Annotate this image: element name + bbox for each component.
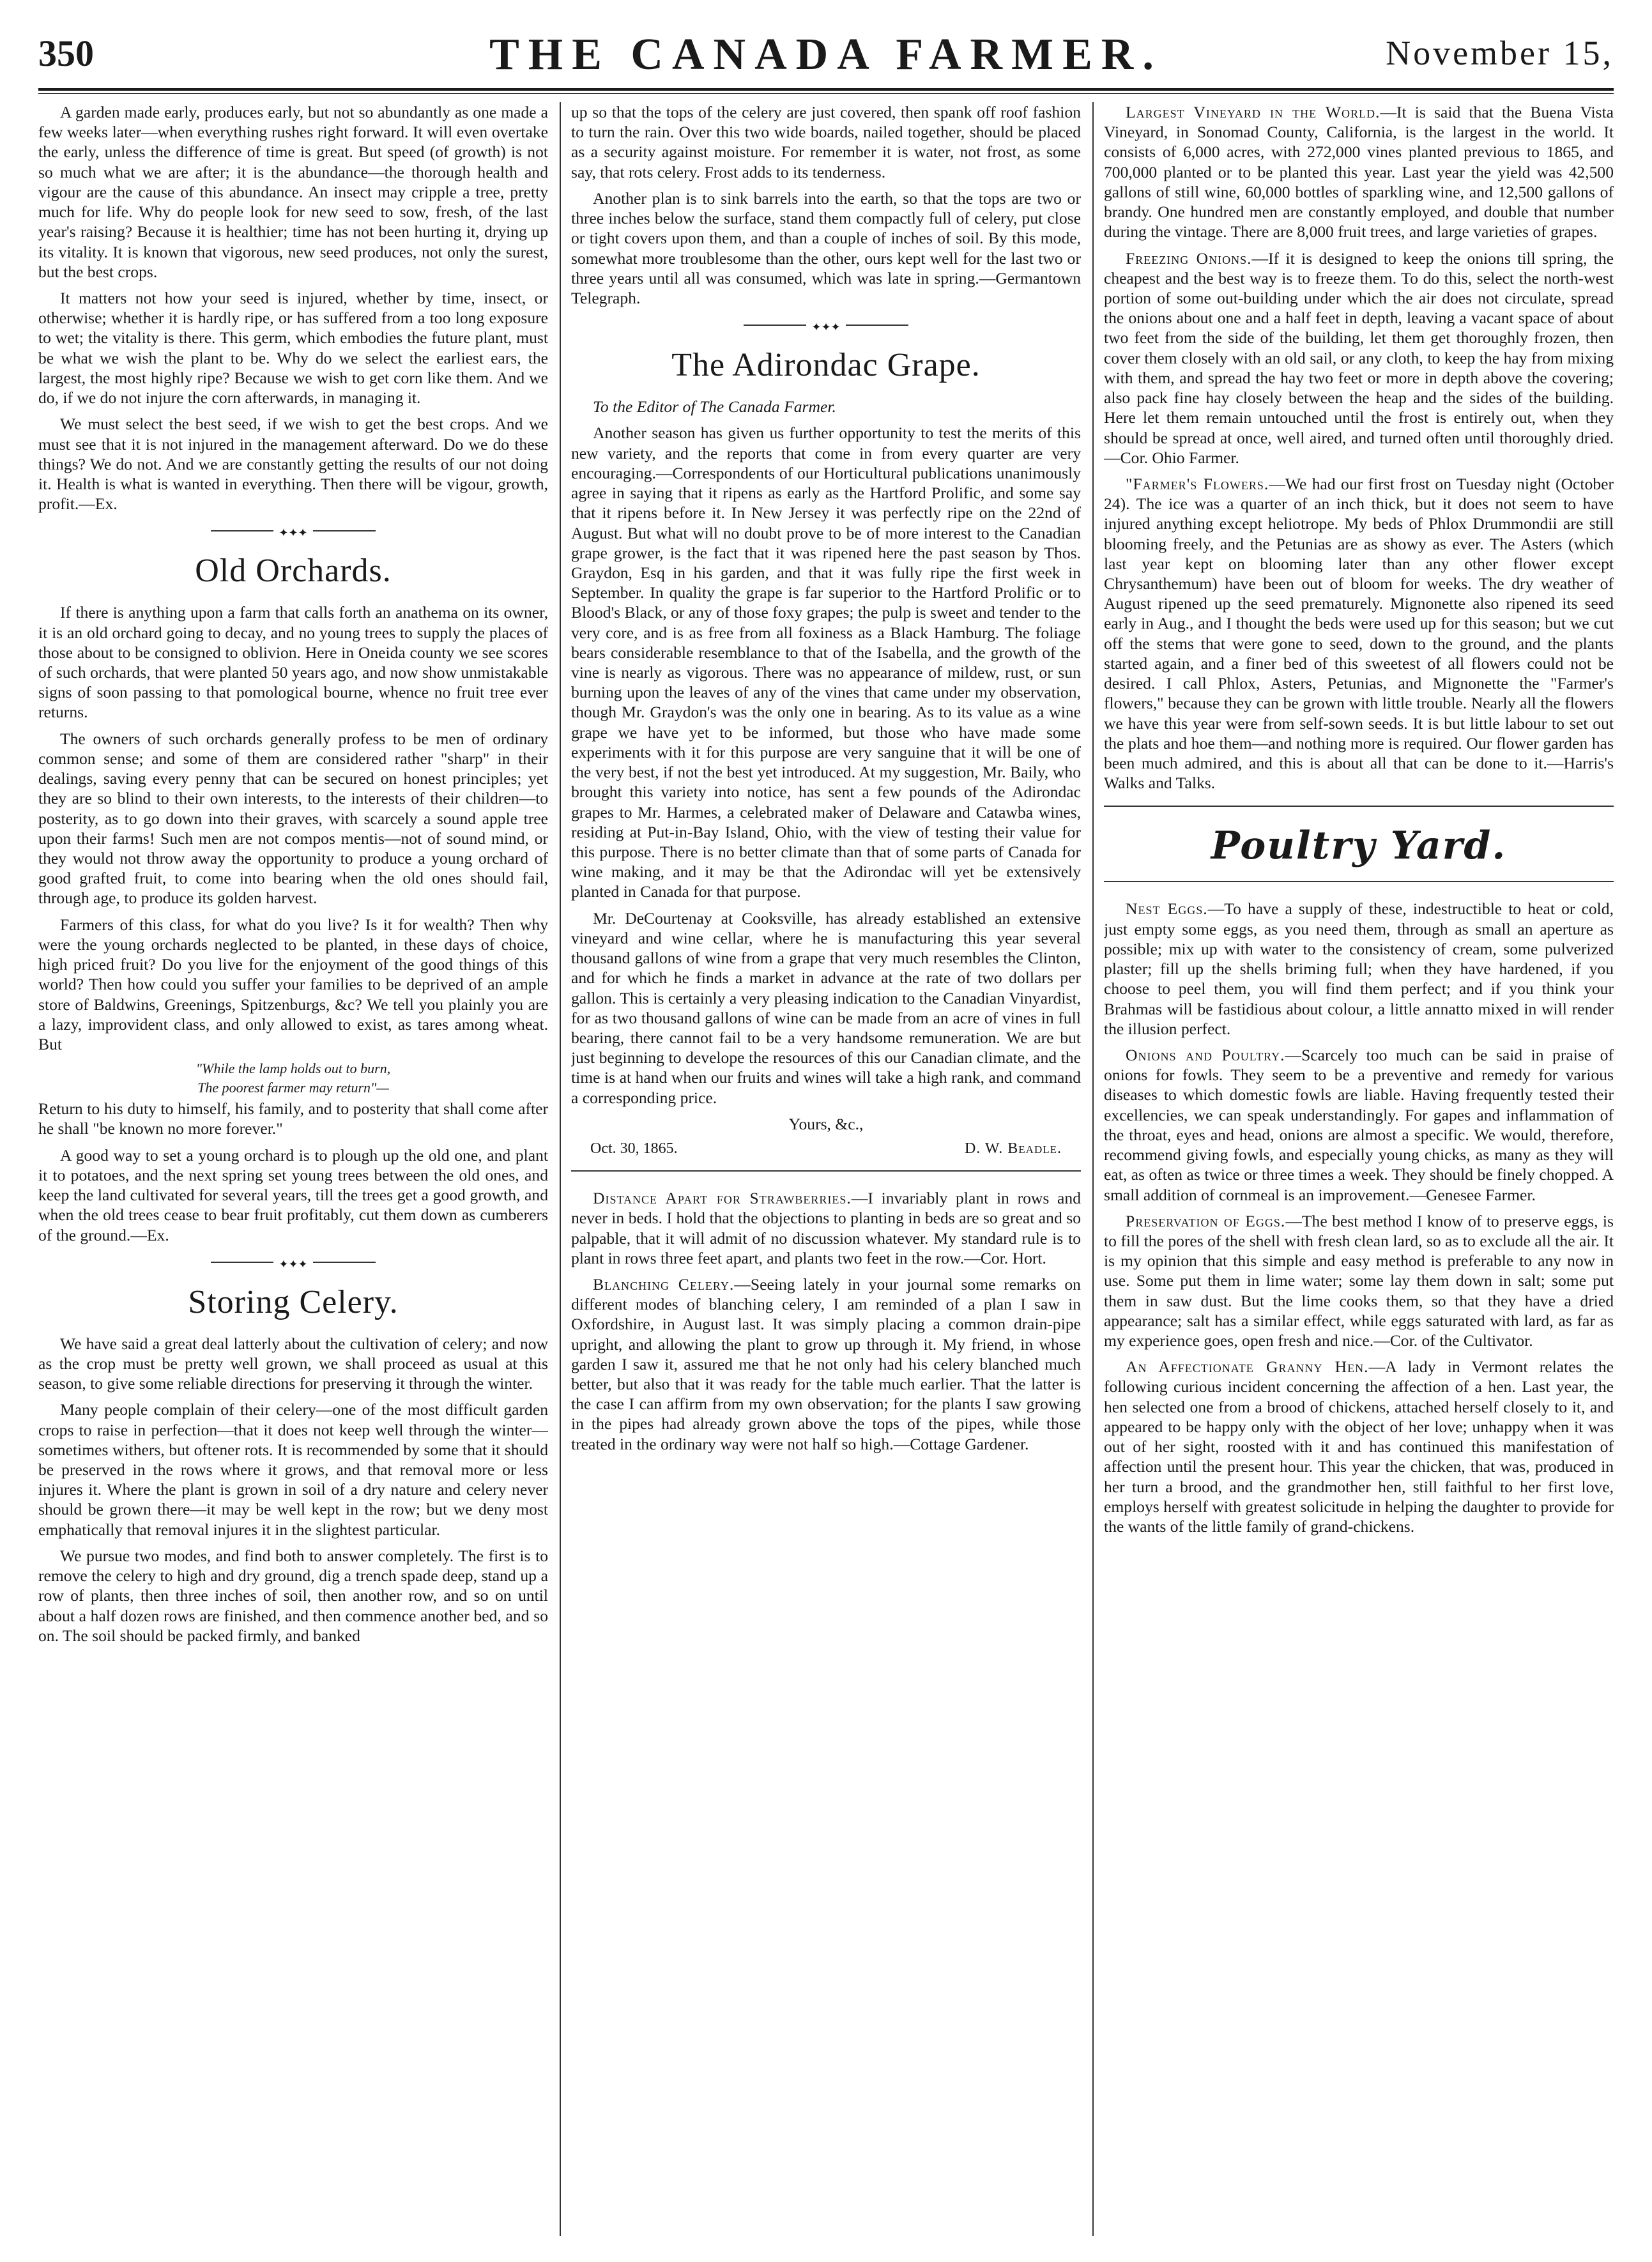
paragraph: Another season has given us further opportunity to test the merits of this new variety, and the reports that come in from every quarter are very encouraging.—Correspondents of our Horticultural publications unanimously agree in saying that it ripens as early as the Hartford Prolific, and some say that it ripens before it. In New Jersey it was perfectly ripe on the 22nd of August. But what will no doubt prove to be of more interest to the Canadian grape grower, is the fact that it was ripened here the past season by Thos. Graydon, Esq in his garden, and that it was fully ripe the first week in September. In quality the grape is far superior to the Hartford Prolific or to Blood's Black, or any of those foxy grapes; the pulp is sweet and tender to the very core, and is as free from all foxiness as a Black Hamburg. The foliage bears considerable resemblance to that of the Isabella, and the growth of the vine is nearly as vigorous. There was no appearance of mildew, rust, or sun burning upon the leaves of any of the vines that came under my observation, though Mr. Graydon's was the only one in bearing. As to its value as a wine grape we have yet to be informed, but those who have made some experiments with it for this purpose are very sanguine that it will be one of the very best, if not the best yet introduced. At my suggestion, Mr. Baily, who brought this variety into notice, has sent a few pounds of the Adirondac grapes to Mr. Harmes, a celebrated maker of Delaware and Catawba wines, residing at Put-in-Bay Island, Ohio, with the view of testing their value for this purpose. There is no better climate than that of some parts of Canada for wine making, and it may be that the Adirondac will yet be extensively planted in Canada for that purpose. bbox=[571, 424, 1081, 901]
newspaper-page bbox=[38, 26, 1614, 2236]
divider bbox=[571, 1170, 1081, 1172]
columns bbox=[38, 102, 1614, 2236]
divider bbox=[1104, 806, 1614, 807]
paragraph: Nest Eggs.—To have a supply of these, indestructible to heat or cold, just empty some eggs, as you need them, through as small an aperture as possible; mix up with water to the consistency of cream, some pulverized plaster; fill up the shells briming full; when they have hardened, if you choose to peel them, you will find them perfect; and if you think your Brahmas will be fastidious about colour, a little annatto mixed in will render the illusion perfect. bbox=[1104, 899, 1614, 1038]
paragraph: If there is anything upon a farm that calls forth an anathema on its owner, it is an old orchard going to decay, and no young trees to supply the places of those about to be consigned to oblivion. Here in Oneida county we see scores of such orchards, that were planted 50 years ago, and now show unmistakable signs of soon passing to that pomological bourne, whence no fruit tree ever returns. bbox=[38, 603, 548, 722]
column-divider bbox=[1092, 102, 1094, 2236]
salutation: To the Editor of The Canada Farmer. bbox=[593, 397, 836, 416]
paragraph: Another plan is to sink barrels into the earth, so that the tops are two or three inches below the surface, stand them compactly full of celery, put close or tight covers upon them, and than a couple of inches of soil. By this mode, somewhat more troublesome than the other, ours kept well for the last two or three years until all was consumed, which was late in spring.—Germantown Telegraph. bbox=[571, 188, 1081, 307]
heading-storing-celery: Storing Celery. bbox=[188, 1283, 399, 1320]
run-in-heading: Preservation of Eggs. bbox=[1126, 1211, 1286, 1230]
masthead-rule-thin bbox=[38, 93, 1614, 94]
paragraph: We have said a great deal latterly about the cultivation of celery; and now as the crop must be pretty well grown, we shall proceed as usual at this season, to give some reliable directions for preserving it through the winter. bbox=[38, 1334, 548, 1393]
page-number: 350 bbox=[38, 33, 94, 74]
letter-author: D. W. Beadle. bbox=[964, 1140, 1062, 1158]
paragraph: Blanching Celery.—Seeing lately in your journal some remarks on different modes of blanching celery, I am reminded of a plan I saw in Oxfordshire, in August last. It was simply placing a common drain-pipe upright, and allowing the plant to grow up through it. My friend, in whose garden I saw it, assured me that he not only had his celery blanched much better, but also that it was ready for the table much earlier. That the latter is the case I can affirm from my own observation; for the plants I saw growing in the pipes had already grown above the tops of the pipes, while those treated in the ordinary way were not half so high.—Cottage Gardener. bbox=[571, 1274, 1081, 1453]
run-in-heading: Onions and Poultry. bbox=[1126, 1045, 1285, 1064]
column-divider bbox=[560, 102, 561, 2236]
divider bbox=[1104, 881, 1614, 882]
paragraph: Distance Apart for Strawberries.—I invariably plant in rows and never in beds. I hold that the objections to planting in beds are so great and so palpable, that it will admit of no discussion whatever. My standard rule is to plant in rows three feet apart, and plants two feet in the row.—Cor. Hort. bbox=[571, 1189, 1081, 1267]
paragraph: Farmers of this class, for what do you live? Is it for wealth? Then why were the young orchards neglected to be planted, in these days of choice, high priced fruit? Do you live for the enjoyment of the good things of this world? Then how could you suffer your families to be deprived of an ample store of Baldwins, Greenings, Spitzenburgs, &c? We tell you plainly you are a lazy, improvident class, and only allowed to exist, as tares among wheat. But bbox=[38, 915, 548, 1053]
paragraph: up so that the tops of the celery are just covered, then spank off roof fashion to turn the rain. Over this two wide boards, nailed together, should be placed as a security against moisture. For remember it is water, not frost, as some say, that rots celery. Frost adds to its tenderness. bbox=[571, 103, 1081, 181]
issue-date: November 15, bbox=[1386, 34, 1614, 72]
paragraph: Onions and Poultry.—Scarcely too much can be said in praise of onions for fowls. They seem to be a preventive and remedy for various diseases to which domestic fowls are liable. Having frequently tested their excellencies, we can speak understandingly. For gapes and inflammation of the throat, eyes and head, onions are almost a specific. We would, therefore, recommend giving fowls, and especially young chicks, as many as they will eat, as often as twice or three times a week. They should be finely chopped. A small addition of cornmeal is an improvement.—Genesee Farmer. bbox=[1104, 1045, 1614, 1204]
heading-adirondac-grape: The Adirondac Grape. bbox=[671, 347, 981, 384]
run-in-heading: Largest Vineyard in the World. bbox=[1126, 103, 1380, 121]
paragraph: We must select the best seed, if we wish to get the best crops. And we must see that it is not injured in the management afterward. Do we do these things? We do not. And we are constantly getting the results of our not doing it. Health is what is wanted in everything. Then there will be vigour, growth, profit.—Ex. bbox=[38, 415, 548, 514]
verse-line: "While the lamp holds out to burn, bbox=[195, 1060, 391, 1077]
signature-line bbox=[571, 1140, 1081, 1158]
paragraph: Many people complain of their celery—one of the most difficult garden crops to raise in perfection—that it does not keep well through the winter—sometimes withers, but oftener rots. It is recommended by some that it should be preserved in the rows where it grows, and that removal more or less injures it. Where the plant is grown in soil of a dry nature and celery never should be grown there—it may be well kept in the row; but we deny most emphatically that removal injures it in the slightest particular. bbox=[38, 1400, 548, 1539]
paragraph: "Farmer's Flowers.—We had our first frost on Tuesday night (October 24). The ice was a quarter of an inch thick, but it does not seem to have injured anything except heliotrope. My beds of Phlox Drummondii are still blooming freely, and the Petunias are as showy as ever. The Asters (which last year kept on blooming later than any other flower except Chrysanthemum) have been out of bloom for weeks. The dry weather of August ripened up the seed prematurely. Mignonette also ripened its seed early in Aug., and I thought the beds were used up for this season; but we cut off the stems that were gone to seed, down to the ground, and the plants started again, and a finer bed of this sweetest of all flowers could not be desired. I call Phlox, Asters, Petunias, and Mignonette the "Farmer's flowers," because they can be grown with little trouble. Nearly all the flowers we have this year were from self-sown seeds. It is but little labour to set out the plats and hoe them—and nothing more is required. Our flower garden has been much admired, and this is about all that can be done to it.—Harris's Walks and Talks. bbox=[1104, 474, 1614, 793]
run-in-heading: Nest Eggs. bbox=[1126, 899, 1208, 919]
section-ornament: ✦✦✦ bbox=[38, 526, 548, 535]
column-1 bbox=[38, 102, 548, 2236]
heading-poultry-yard: Poultry Yard. bbox=[1211, 823, 1507, 869]
paragraph: Return to his duty to himself, his family, and to posterity that shall come after he shall "be known no more forever." bbox=[38, 1099, 548, 1138]
run-in-heading: An Affectionate Granny Hen. bbox=[1126, 1357, 1369, 1377]
section-ornament: ✦✦✦ bbox=[571, 321, 1081, 330]
paragraph: A good way to set a young orchard is to plough up the old one, and plant it to potatoes, and the next spring set young trees between the old ones, and keep the land cultivated for several years, till the trees get a good growth, and when the old trees cease to bear fruit profitably, cut them down as cumberers of the ground.—Ex. bbox=[38, 1145, 548, 1244]
verse-line: The poorest farmer may return"— bbox=[197, 1080, 389, 1096]
paragraph: An Affectionate Granny Hen.—A lady in Vermont relates the following curious incident concerning the affection of a hen. Last year, the hen selected one from a brood of chickens, attached herself closely to it, and appeared to be happy only with the object of her love; unhappy when it was out of her sight, roosted with it and has continued this manifestation of affection until the present hour. This year the chicken, that was, produced in her turn a brood, and the grandmother hen, still faithful to her first love, employs herself with greatest solicitude in helping the daughter to provide for the wants of the little family of grand-chickens. bbox=[1104, 1357, 1614, 1536]
masthead bbox=[38, 26, 1614, 102]
paragraph: We pursue two modes, and find both to answer completely. The first is to remove the celery to high and dry ground, dig a trench spade deep, stand up a row of plants, then three inches of soil, then another row, and so on until about a half dozen rows are finished, and then commence another bed, and so on. The soil should be packed firmly, and banked bbox=[38, 1546, 548, 1645]
column-3 bbox=[1104, 102, 1614, 2236]
paragraph: It matters not how your seed is injured, whether by time, insect, or otherwise; whether it is hardly ripe, or has suffered from a too long exposure to wet; the vitality is there. This germ, which embodies the future plant, must be what we wish the plant to be. Why do we select the earliest ears, the largest, the most highly ripe? Because we wish to get corn like them. And we do, if we do not injure the corn afterwards, in managing it. bbox=[38, 288, 548, 408]
paragraph: The owners of such orchards generally profess to be men of ordinary common sense; and some of them are considered rather "sharp" in their dealings, saving every penny that can be secured on honest principles; yet they are so blind to their own interests, to the interests of their children—to posterity, as to go down into their graves, with scarcely a sound apple tree upon their farms! Such men are not compos mentis—not of sound mind, or they would not throw away the opportunity to produce a young orchard of good grafted fruit, to come into bearing when the old ones should fail, through age, to produce its golden harvest. bbox=[38, 729, 548, 908]
paragraph: Preservation of Eggs.—The best method I know of to preserve eggs, is to fill the pores of the shell with fresh clean lard, so as to exclude all the air. It is my opinion that this simple and easy method is preferable to any now in use. Some put them in lime water; some lay them down in salt; some put them in saw dust. But the lime cooks them, so that they have a dried appearance; salt has a similar effect, while eggs saturated with lard, as far as my experience goes, open fresh and nice.—Cor. of the Cultivator. bbox=[1104, 1211, 1614, 1350]
masthead-rule bbox=[38, 88, 1614, 91]
paragraph: A garden made early, produces early, but not so abundantly as one made a few weeks later—when everything rushes right forward. It will even overtake the early, unless the difference of time is great. But speed (of growth) is not so much what we are after; it is the abundance—the thorough health and vigour are the cause of this abundance. An insect may cripple a tree, pretty much for life. Why do people look for new seed to sow, fresh, of the last year's raising? Because it is healthier; time has not been hurting it, drying up its vitality. It is known that vigorous, new seed produces, not only the surest, but the best crops. bbox=[38, 103, 548, 281]
run-in-heading: "Farmer's Flowers. bbox=[1126, 474, 1269, 493]
letter-date: Oct. 30, 1865. bbox=[590, 1140, 678, 1158]
run-in-heading: Freezing Onions. bbox=[1126, 248, 1252, 268]
column-2 bbox=[571, 102, 1081, 2236]
heading-old-orchards: Old Orchards. bbox=[195, 553, 392, 590]
run-in-heading: Distance Apart for Strawberries. bbox=[593, 1189, 852, 1208]
newspaper-title: THE CANADA FARMER. bbox=[489, 30, 1163, 79]
paragraph: Mr. DeCourtenay at Cooksville, has already established an extensive vineyard and wine cellar, where he is manufacturing this year several thousand gallons of wine from a grape that very much resembles the Clinton, and for which he finds a market in advance at the rate of two dollars per gallon. This is certainly a very pleasing indication to the Canadian Vinyardist, for as two thousand gallons of wine can be made from an acre of vines in full bearing, there cannot fail to be a very handsome remuneration. We are but just beginning to develope the resources of this our Canadian climate, and the time is at hand when our fruits and wines will take a high rank, and command a corresponding price. bbox=[571, 908, 1081, 1107]
paragraph: Largest Vineyard in the World.—It is said that the Buena Vista Vineyard, in Sonomad County, California, is the largest in the world. It consists of 6,000 acres, with 272,000 vines planted previous to 1865, and 700,000 planted or to be planted this year. Last year the yield was 42,500 gallons of still wine, 60,000 bottles of sparkling wine, and 12,500 gallons of brandy. One hundred men are constantly employed, and double that number during the vintage. There are 8,000 fruit trees, and large varieties of grapes. bbox=[1104, 103, 1614, 241]
section-ornament: ✦✦✦ bbox=[38, 1258, 548, 1267]
run-in-heading: Blanching Celery. bbox=[593, 1274, 735, 1294]
paragraph: Freezing Onions.—If it is designed to keep the onions till spring, the cheapest and the best way is to freeze them. To do this, select the north-west portion of some out-building under which the air does not circulate, spread the onions about one and a half feet in depth, leaving a vacant space of about two feet from the side of the building, let them get thoroughly frozen, then cover them closely with an old sail, or any cloth, to keep the hay from mixing with them, and spread the hay two feet or more in depth above the covering; also pack fine hay closely between the heap and the sides of the building. Here let them remain untouched until the frost is entirely out, when they should be spread at once, well aired, and turned often until thoroughly dried.—Cor. Ohio Farmer. bbox=[1104, 248, 1614, 467]
closing: Yours, &c., bbox=[788, 1114, 864, 1133]
